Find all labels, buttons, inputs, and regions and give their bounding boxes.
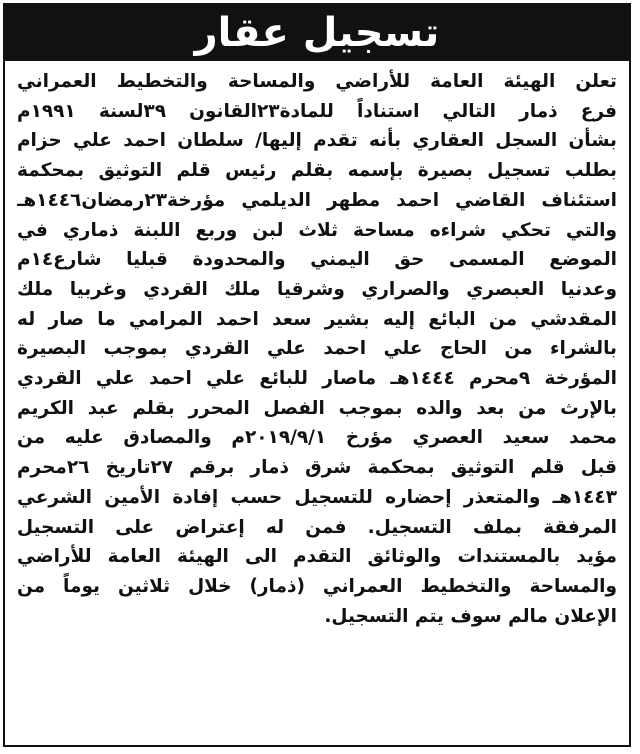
title-bar xyxy=(5,5,629,61)
notice-line: المقدشي من البائع إليه بشير سعد احمد المرامي ما صار له xyxy=(17,308,617,330)
notice-line: محمد سعيد العصري مؤرخ ٢٠١٩/٩/١م والمصادق عليه من xyxy=(17,427,617,449)
notice-line: المرفقة بملف التسجيل. فمن له إعتراض على التسجيل xyxy=(17,516,617,538)
notice-line: بالإرث من بعد والده بموجب الفصل المحرر بقلم عبد الكريم xyxy=(17,397,617,419)
notice-title: تسجيل عقار xyxy=(194,10,440,56)
notice-line: ١٤٤٣هـ والمتعذر إحضاره للتسجيل حسب إفادة الأمين الشرعي xyxy=(17,486,617,508)
notice-line: وعدنيا العبصري والصراري وشرقيا ملك القردي وغربيا ملك xyxy=(17,278,617,300)
notice-line: استئناف القاضي احمد مطهر الديلمي مؤرخة٢٣رمضان١٤٤٦هـ xyxy=(17,189,617,211)
notice-line: بشأن السجل العقاري بأنه تقدم إليها/ سلطان احمد علي حزام xyxy=(17,130,617,152)
notice-line: فرع ذمار التالي استناداً للمادة٢٣القانون ٣٩لسنة ١٩٩١م xyxy=(17,100,617,122)
notice-line: قبل قلم التوثيق بمحكمة شرق ذمار برقم ٢٧تاريخ ٢٦محرم xyxy=(17,457,617,479)
notice-line: تعلن الهيئة العامة للأراضي والمساحة والتخطيط العمراني xyxy=(17,71,617,92)
notice-line: بالشراء من الحاج علي احمد علي القردي بموجب البصيرة xyxy=(17,338,617,360)
notice-line: الموضع المسمى حق اليمني والمحدودة قبليا شارع١٤م xyxy=(17,249,617,271)
notice-line: والمساحة والتخطيط العمراني (ذمار) خلال ثلاثين يوماً من xyxy=(17,575,617,597)
notice-body xyxy=(17,67,617,631)
notice-line: والتي تحكي شراءه مساحة ثلاث لبن وربع اللبنة ذماري في xyxy=(17,219,617,241)
notice-line: الإعلان مالم سوف يتم التسجيل. xyxy=(324,605,617,627)
property-registration-notice xyxy=(3,3,631,747)
notice-line: مؤيد بالمستندات والوثائق التقدم الى الهيئة العامة للأراضي xyxy=(17,546,617,568)
notice-line: المؤرخة ٩محرم ١٤٤٤هـ ماصار للبائع علي احمد علي القردي xyxy=(17,368,617,390)
notice-line: بطلب تسجيل بصيرة بإسمه بقلم رئيس قلم التوثيق بمحكمة xyxy=(17,160,617,182)
